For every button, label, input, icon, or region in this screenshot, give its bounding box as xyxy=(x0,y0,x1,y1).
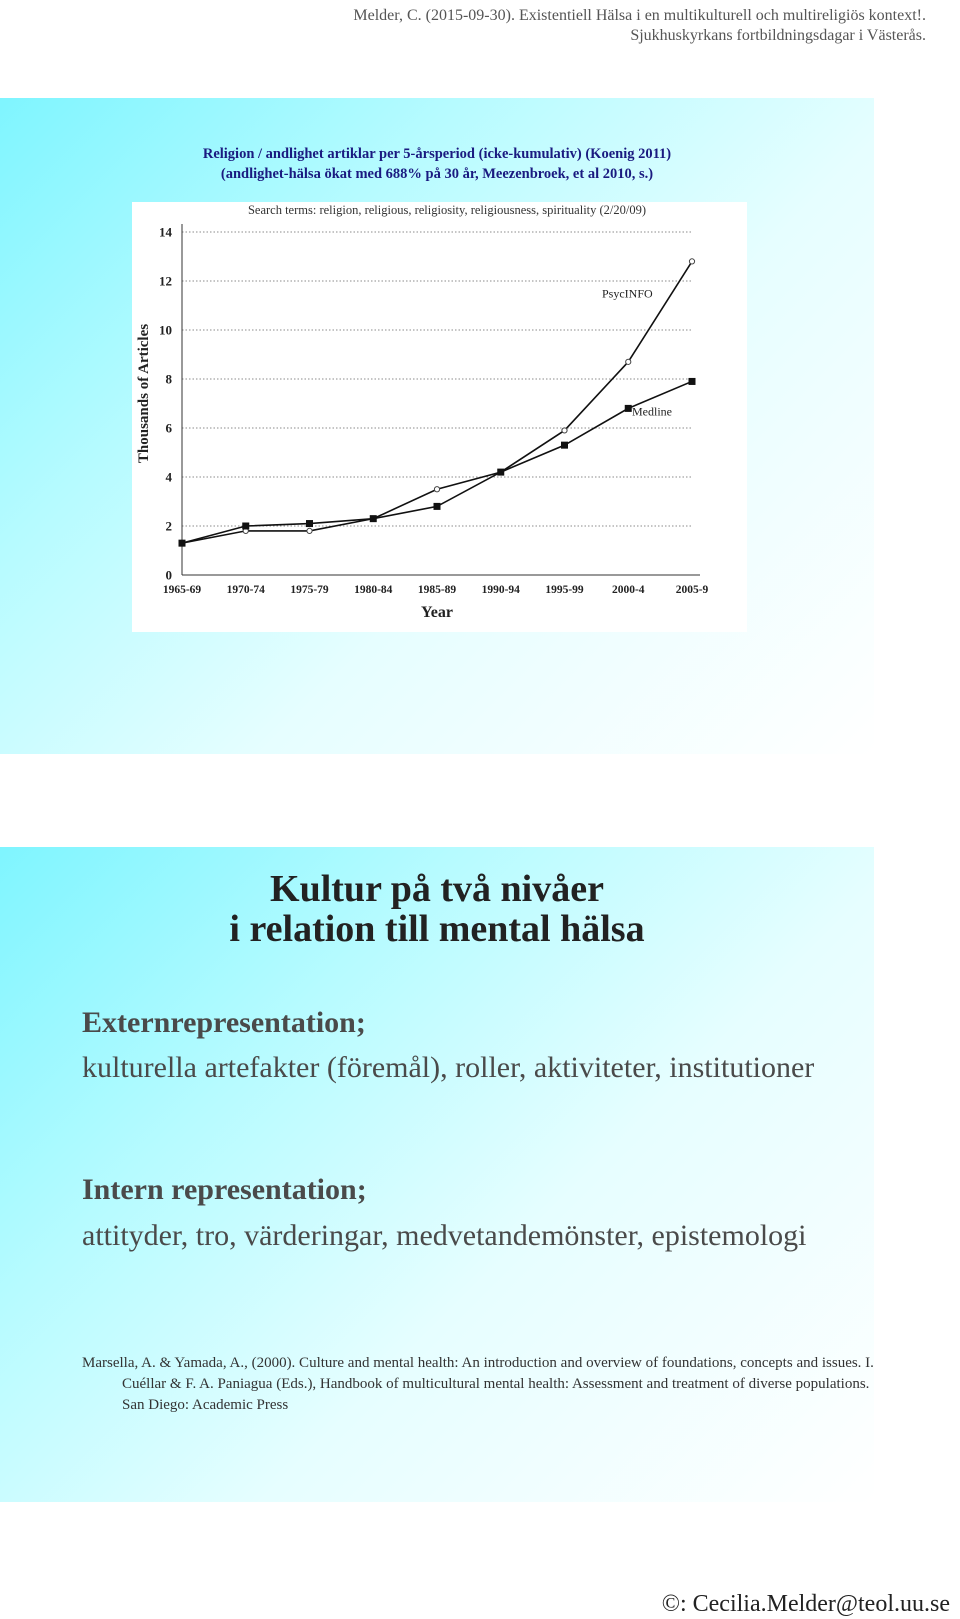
point-medline-0 xyxy=(179,540,186,547)
chart-title: Search terms: religion, religious, religiosity, religiousness, spirituality (2/20/09) xyxy=(247,203,647,217)
slide-caption-line-2: (andlighet-hälsa ökat med 688% på 30 år, Meezenbroek, et al 2010, s.) xyxy=(220,166,654,182)
point-psycinfo-6 xyxy=(562,428,567,433)
x-tick-label-0: 1965-69 xyxy=(162,584,202,596)
x-axis-label: Year xyxy=(421,604,453,621)
external-representation-heading: Externrepresentation; xyxy=(82,1006,366,1039)
point-medline-7 xyxy=(625,405,632,412)
series-label-medline: Medline xyxy=(632,404,672,419)
point-medline-3 xyxy=(370,515,377,522)
slide-title-line-1: Kultur på två nivåer xyxy=(270,868,604,910)
x-tick-label-8: 2005-9 xyxy=(675,584,709,596)
y-tick-label-8: 8 xyxy=(165,371,172,387)
point-psycinfo-8 xyxy=(689,259,694,264)
point-medline-1 xyxy=(242,523,249,530)
slide-title-line-2: i relation till mental hälsa xyxy=(229,908,645,950)
series-label-psycinfo: PsycINFO xyxy=(602,286,653,301)
chart-svg xyxy=(132,202,747,632)
x-tick-label-4: 1985-89 xyxy=(417,584,457,596)
internal-representation-text: attityder, tro, värderingar, medvetandemönster, epistemologi xyxy=(82,1219,807,1252)
header-citation-line-2: Sjukhuskyrkans fortbildningsdagar i Västerås. xyxy=(630,27,926,44)
x-tick-label-5: 1990-94 xyxy=(481,584,520,596)
point-psycinfo-7 xyxy=(626,359,631,364)
x-tick-label-7: 2000-4 xyxy=(611,584,645,596)
point-psycinfo-4 xyxy=(434,487,439,492)
header-citation-line-1: Melder, C. (2015-09-30). Existentiell Hälsa i en multikulturell och multireligiös kontext!. xyxy=(353,7,926,24)
reference-citation: Marsella, A. & Yamada, A., (2000). Culture and mental health: An introduction and overview of foundations, concepts and issues. I. Cuéllar & F. A. Paniagua (Eds.), Handbook of multicultural mental health: Assessment and treatment of diverse populations. San Diego: Academic Press xyxy=(82,1355,874,1413)
point-medline-2 xyxy=(306,520,313,527)
y-axis-label: Thousands of Articles xyxy=(136,323,152,464)
y-tick-label-10: 10 xyxy=(159,322,172,338)
x-tick-label-3: 1980-84 xyxy=(354,584,393,596)
point-medline-8 xyxy=(689,378,696,385)
x-tick-label-6: 1995-99 xyxy=(545,584,584,596)
slide-caption-line-1: Religion / andlighet artiklar per 5-årsperiod (icke-kumulativ) (Koenig 2011) xyxy=(202,146,672,162)
y-tick-label-4: 4 xyxy=(165,469,172,485)
x-tick-label-1: 1970-74 xyxy=(226,584,265,596)
footer-email: ©: Cecilia.Melder@teol.uu.se xyxy=(661,1591,950,1617)
point-medline-6 xyxy=(561,442,568,449)
x-tick-label-2: 1975-79 xyxy=(290,584,329,596)
point-medline-4 xyxy=(434,503,441,510)
y-tick-label-6: 6 xyxy=(165,420,172,436)
external-representation-text: kulturella artefakter (föremål), roller, aktiviteter, institutioner xyxy=(82,1051,815,1084)
articles-line-chart xyxy=(132,202,747,632)
page-header xyxy=(353,6,926,46)
point-psycinfo-2 xyxy=(307,528,312,533)
y-tick-label-0: 0 xyxy=(165,567,172,583)
series-line-medline xyxy=(182,381,692,543)
slide-religion-articles xyxy=(0,98,874,754)
internal-representation-heading: Intern representation; xyxy=(82,1173,367,1206)
y-tick-label-2: 2 xyxy=(165,518,172,534)
slide-title xyxy=(0,869,874,949)
slide-culture-levels xyxy=(0,847,874,1502)
slide-caption xyxy=(0,144,874,184)
y-tick-label-14: 14 xyxy=(159,224,172,240)
point-medline-5 xyxy=(497,469,504,476)
series-line-psycinfo xyxy=(182,261,692,543)
y-tick-label-12: 12 xyxy=(159,273,172,289)
